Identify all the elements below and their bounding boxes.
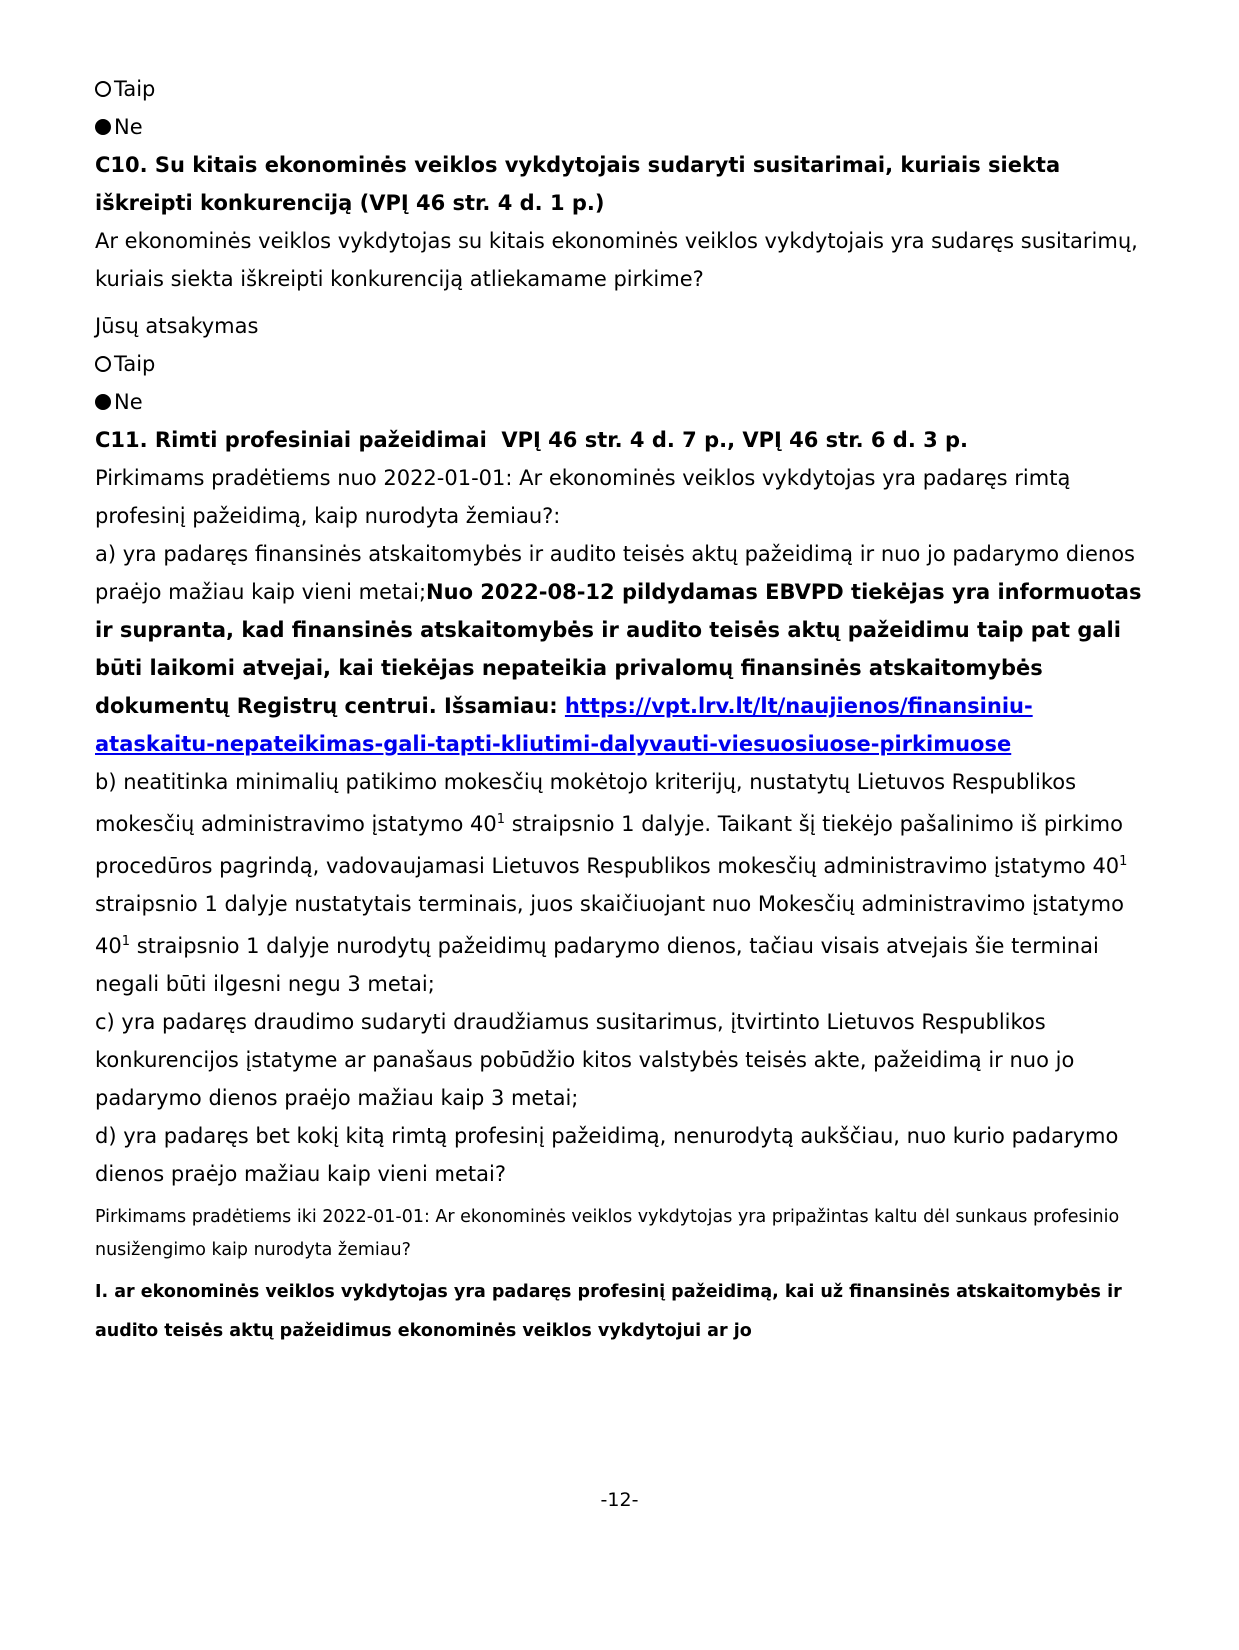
vpt-news-link[interactable]: https://vpt.lrv.lt/lt/naujienos/finansiniu-ataskaitu-nepateikimas-gali-tapti-kliutimi-dalyvauti-viesuosiuose-pirkimuose bbox=[95, 694, 1033, 756]
radio-label: Taip bbox=[114, 352, 156, 376]
section-heading-c11: C11. Rimti profesiniai pažeidimai VPĮ 46 str. 4 d. 7 p., VPĮ 46 str. 6 d. 3 p. bbox=[95, 428, 969, 452]
item-b-text: b) neatitinka minimalių patikimo mokesčių mokėtojo kriterijų, nustatytų Lietuvos Respublikos mokesčių administravimo įstatymo 40 bbox=[95, 770, 1077, 836]
paragraph-c11-intro: Pirkimams pradėtiems nuo 2022-01-01: Ar ekonominės veiklos vykdytojas yra padaręs rimtą profesinį pažeidimą, kaip nurodyta žemiau?: bbox=[95, 466, 1071, 528]
radio-unselected-icon[interactable] bbox=[95, 81, 111, 97]
superscript: 1 bbox=[496, 812, 506, 827]
radio-option-ne-prev[interactable] bbox=[95, 108, 1145, 146]
paragraph-item-d: d) yra padaręs bet kokį kitą rimtą profesinį pažeidimą, nenurodytą aukščiau, nuo kurio padarymo dienos praėjo mažiau kaip vieni metai? bbox=[95, 1124, 1119, 1186]
item-b-text: straipsnio 1 dalyje nustatytais terminais, juos skaičiuojant nuo Mokesčių administravimo įstatymo 40 bbox=[95, 892, 1124, 958]
radio-option-taip-prev[interactable] bbox=[95, 70, 1145, 108]
paragraph-item-a bbox=[95, 535, 1145, 763]
section-heading-c10: C10. Su kitais ekonominės veiklos vykdytojais sudaryti susitarimai, kuriais siekta iškreipti konkurenciją (VPĮ 46 str. 4 d. 1 p.) bbox=[95, 153, 1061, 215]
item-a-bold-note: Nuo 2022-08-12 pildydamas EBVPD tiekėjas yra informuotas ir supranta, kad finansinės atskaitomybės ir audito teisės aktų pažeidimu taip pat gali būti laikomi atvejai, kai tiekėjas nepateikia privalomų finansinės atskaitomybės dokumentų Registrų centrui. Išsamiau: bbox=[95, 580, 1142, 718]
radio-label: Ne bbox=[114, 390, 143, 414]
paragraph-item-b bbox=[95, 763, 1145, 1003]
paragraph-old-rules-intro: Pirkimams pradėtiems iki 2022-01-01: Ar ekonominės veiklos vykdytojas yra pripažintas kaltu dėl sunkaus profesinio nusižengimo kaip nurodyta žemiau? bbox=[95, 1207, 1120, 1260]
superscript: 1 bbox=[121, 934, 131, 949]
paragraph-item-i: I. ar ekonominės veiklos vykdytojas yra padaręs profesinį pažeidimą, kai už finansinės atskaitomybės ir audito teisės aktų pažeidimus ekonominės veiklos vykdytojui ar jo bbox=[95, 1282, 1122, 1341]
item-a-text: a) yra padaręs finansinės atskaitomybės ir audito teisės aktų pažeidimą ir nuo jo padarymo dienos praėjo mažiau kaip vieni metai; bbox=[95, 542, 1135, 604]
question-text-c10: Ar ekonominės veiklos vykdytojas su kitais ekonominės veiklos vykdytojais yra sudaręs susitarimų, kuriais siekta iškreipti konkurenciją atliekamame pirkime? bbox=[95, 229, 1138, 291]
superscript: 1 bbox=[1119, 854, 1128, 869]
radio-unselected-icon[interactable] bbox=[95, 356, 111, 372]
answer-label: Jūsų atsakymas bbox=[95, 314, 259, 338]
radio-selected-icon[interactable] bbox=[95, 394, 111, 410]
item-b-text: straipsnio 1 dalyje nurodytų pažeidimų padarymo dienos, tačiau visais atvejais šie terminai negali būti ilgesni negu 3 metai; bbox=[95, 934, 1099, 996]
radio-option-taip-c10[interactable] bbox=[95, 345, 1145, 383]
radio-label: Ne bbox=[114, 115, 143, 139]
item-b-text: straipsnio 1 dalyje. Taikant šį tiekėjo pašalinimo iš pirkimo procedūros pagrindą, vadovaujamasi Lietuvos Respublikos mokesčių administravimo įstatymo 40 bbox=[95, 812, 1123, 878]
radio-label: Taip bbox=[114, 77, 156, 101]
radio-selected-icon[interactable] bbox=[95, 119, 111, 135]
paragraph-item-c: c) yra padaręs draudimo sudaryti draudžiamus susitarimus, įtvirtinto Lietuvos Respublikos konkurencijos įstatyme ar panašaus pobūdžio kitos valstybės teisės akte, pažeidimą ir nuo jo padarymo dienos praėjo mažiau kaip 3 metai; bbox=[95, 1010, 1075, 1110]
radio-option-ne-c10[interactable] bbox=[95, 383, 1145, 421]
page-number: -12- bbox=[600, 1489, 639, 1511]
